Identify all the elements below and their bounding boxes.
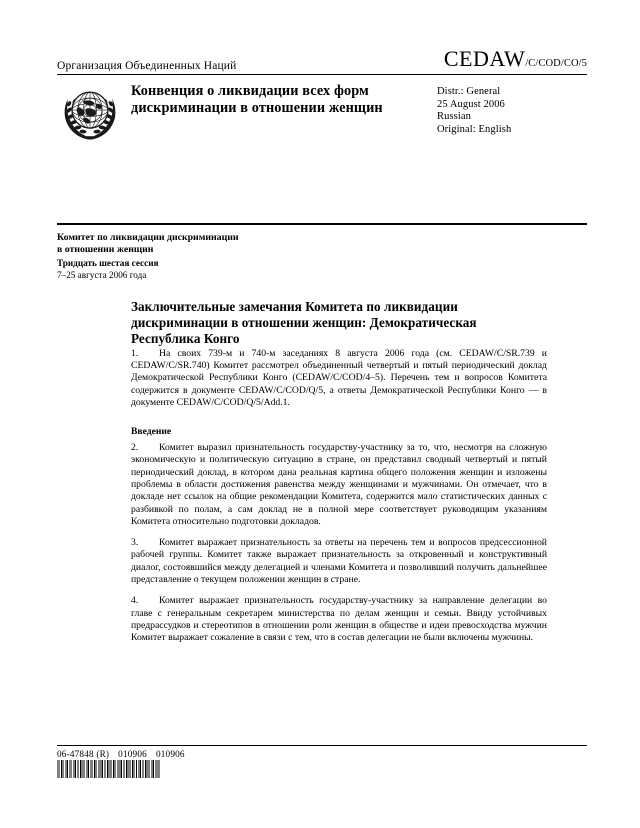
masthead-divider: [57, 74, 587, 75]
document-symbol-main: CEDAW: [443, 46, 526, 71]
paragraph-number: 4.: [131, 595, 139, 607]
section-divider: [57, 223, 587, 225]
page-title: Заключительные замечания Комитета по ликвидации дискриминации в отношении женщин: Демократическая Республика Конго: [131, 299, 477, 347]
distribution-type: Distr.: General: [437, 86, 501, 97]
footer-job-number: 06-47848 (R): [57, 749, 110, 759]
distribution-original: Original: English: [437, 123, 512, 135]
paragraph: [131, 442, 547, 528]
document-section: [131, 426, 547, 644]
paragraph: [131, 348, 547, 409]
paragraph-number: 2.: [131, 442, 139, 454]
convention-title: Конвенция о ликвидации всех форм дискриминации в отношении женщин: [131, 83, 383, 116]
paragraph-text: Комитет выражает признательность за ответы на перечень тем и вопросов предсессионной рабочей группы. Комитет также выражает признательность за откровенный и конструктивный диалог, состоявшийся между делегацией и членами Комитета и позволивший получить дальнейшее представление о текущем положении женщин в стране.: [131, 537, 547, 586]
paragraph-number: 3.: [131, 537, 139, 549]
committee-name-line1: Комитет по ликвидации дискриминации: [57, 232, 239, 243]
footer-date-code-1: 010906: [118, 749, 147, 759]
paragraph: [131, 537, 547, 586]
paragraph-text: На своих 739-м и 740-м заседаниях 8 августа 2006 года (см. CEDAW/C/SR.739 и CEDAW/C/SR.740) Комитет рассмотрел объединенный четвертый и пятый периодический доклад Демократической Республики Конго (CEDAW/C/COD/4–5). Перечень тем и вопросов Комитета содержится в документе CEDAW/C/COD/Q/5, а ответы Демократической Республики Конго — в документе CEDAW/C/COD/Q/5/Add.1.: [131, 347, 547, 408]
committee-name-line2: в отношении женщин: [57, 244, 154, 256]
footer-date-code-2: 010906: [155, 749, 185, 759]
paragraph-text: Комитет выражает признательность государству-участнику за направление делегации во главе с генеральным секретарем министерства по делам женщин и семьи. Ввиду устойчивых предрассудков и стереотипов в отношении роли женщин в обществе и идеи превосходства мужчин Комитет выражает сожаление в связи с тем, что в состав делегации не были включены мужчины.: [131, 595, 547, 644]
un-emblem-icon: [61, 84, 119, 142]
distribution-block: [437, 82, 587, 136]
document-symbol: [444, 46, 587, 72]
masthead-bottom-row: [57, 82, 587, 142]
document-body: [131, 299, 547, 654]
masthead: [57, 46, 587, 142]
masthead-top-row: [57, 46, 587, 74]
distribution-date: 25 August 2006: [437, 98, 505, 110]
document-symbol-suffix: /C/COD/CO/5: [525, 58, 587, 69]
footer-job-code: [57, 749, 185, 759]
committee-session: Тридцать шестая сессия: [57, 257, 159, 268]
organization-name: Организация Объединенных Наций: [57, 60, 237, 72]
document-section: [131, 348, 547, 409]
barcode-image: [57, 760, 161, 778]
footer-divider: [57, 745, 587, 746]
paragraph: [131, 595, 547, 644]
committee-dates: 7–25 августа 2006 года: [57, 270, 147, 281]
paragraph-number: 1.: [131, 347, 139, 359]
committee-block: [57, 232, 457, 282]
distribution-language: Russian: [437, 111, 471, 123]
paragraph-text: Комитет выразил признательность государству-участнику за то, что, несмотря на сложную экономическую и политическую ситуацию в стране, он представил сводный четвертый и пятый периодический доклад, в котором дана реальная картина общего положения женщин и изложены проблемы в области достижения равенства между женщинами и мужчинами. Он отмечает, что в докладе нет ссылок на общие рекомендации Комитета, содержится мало статистических данных с разбивкой по полам, а сам доклад не в полной мере соответствует руководящим указаниям Комитета относительно подготовки докладов.: [131, 442, 547, 527]
section-heading-introduction: Введение: [131, 426, 172, 438]
